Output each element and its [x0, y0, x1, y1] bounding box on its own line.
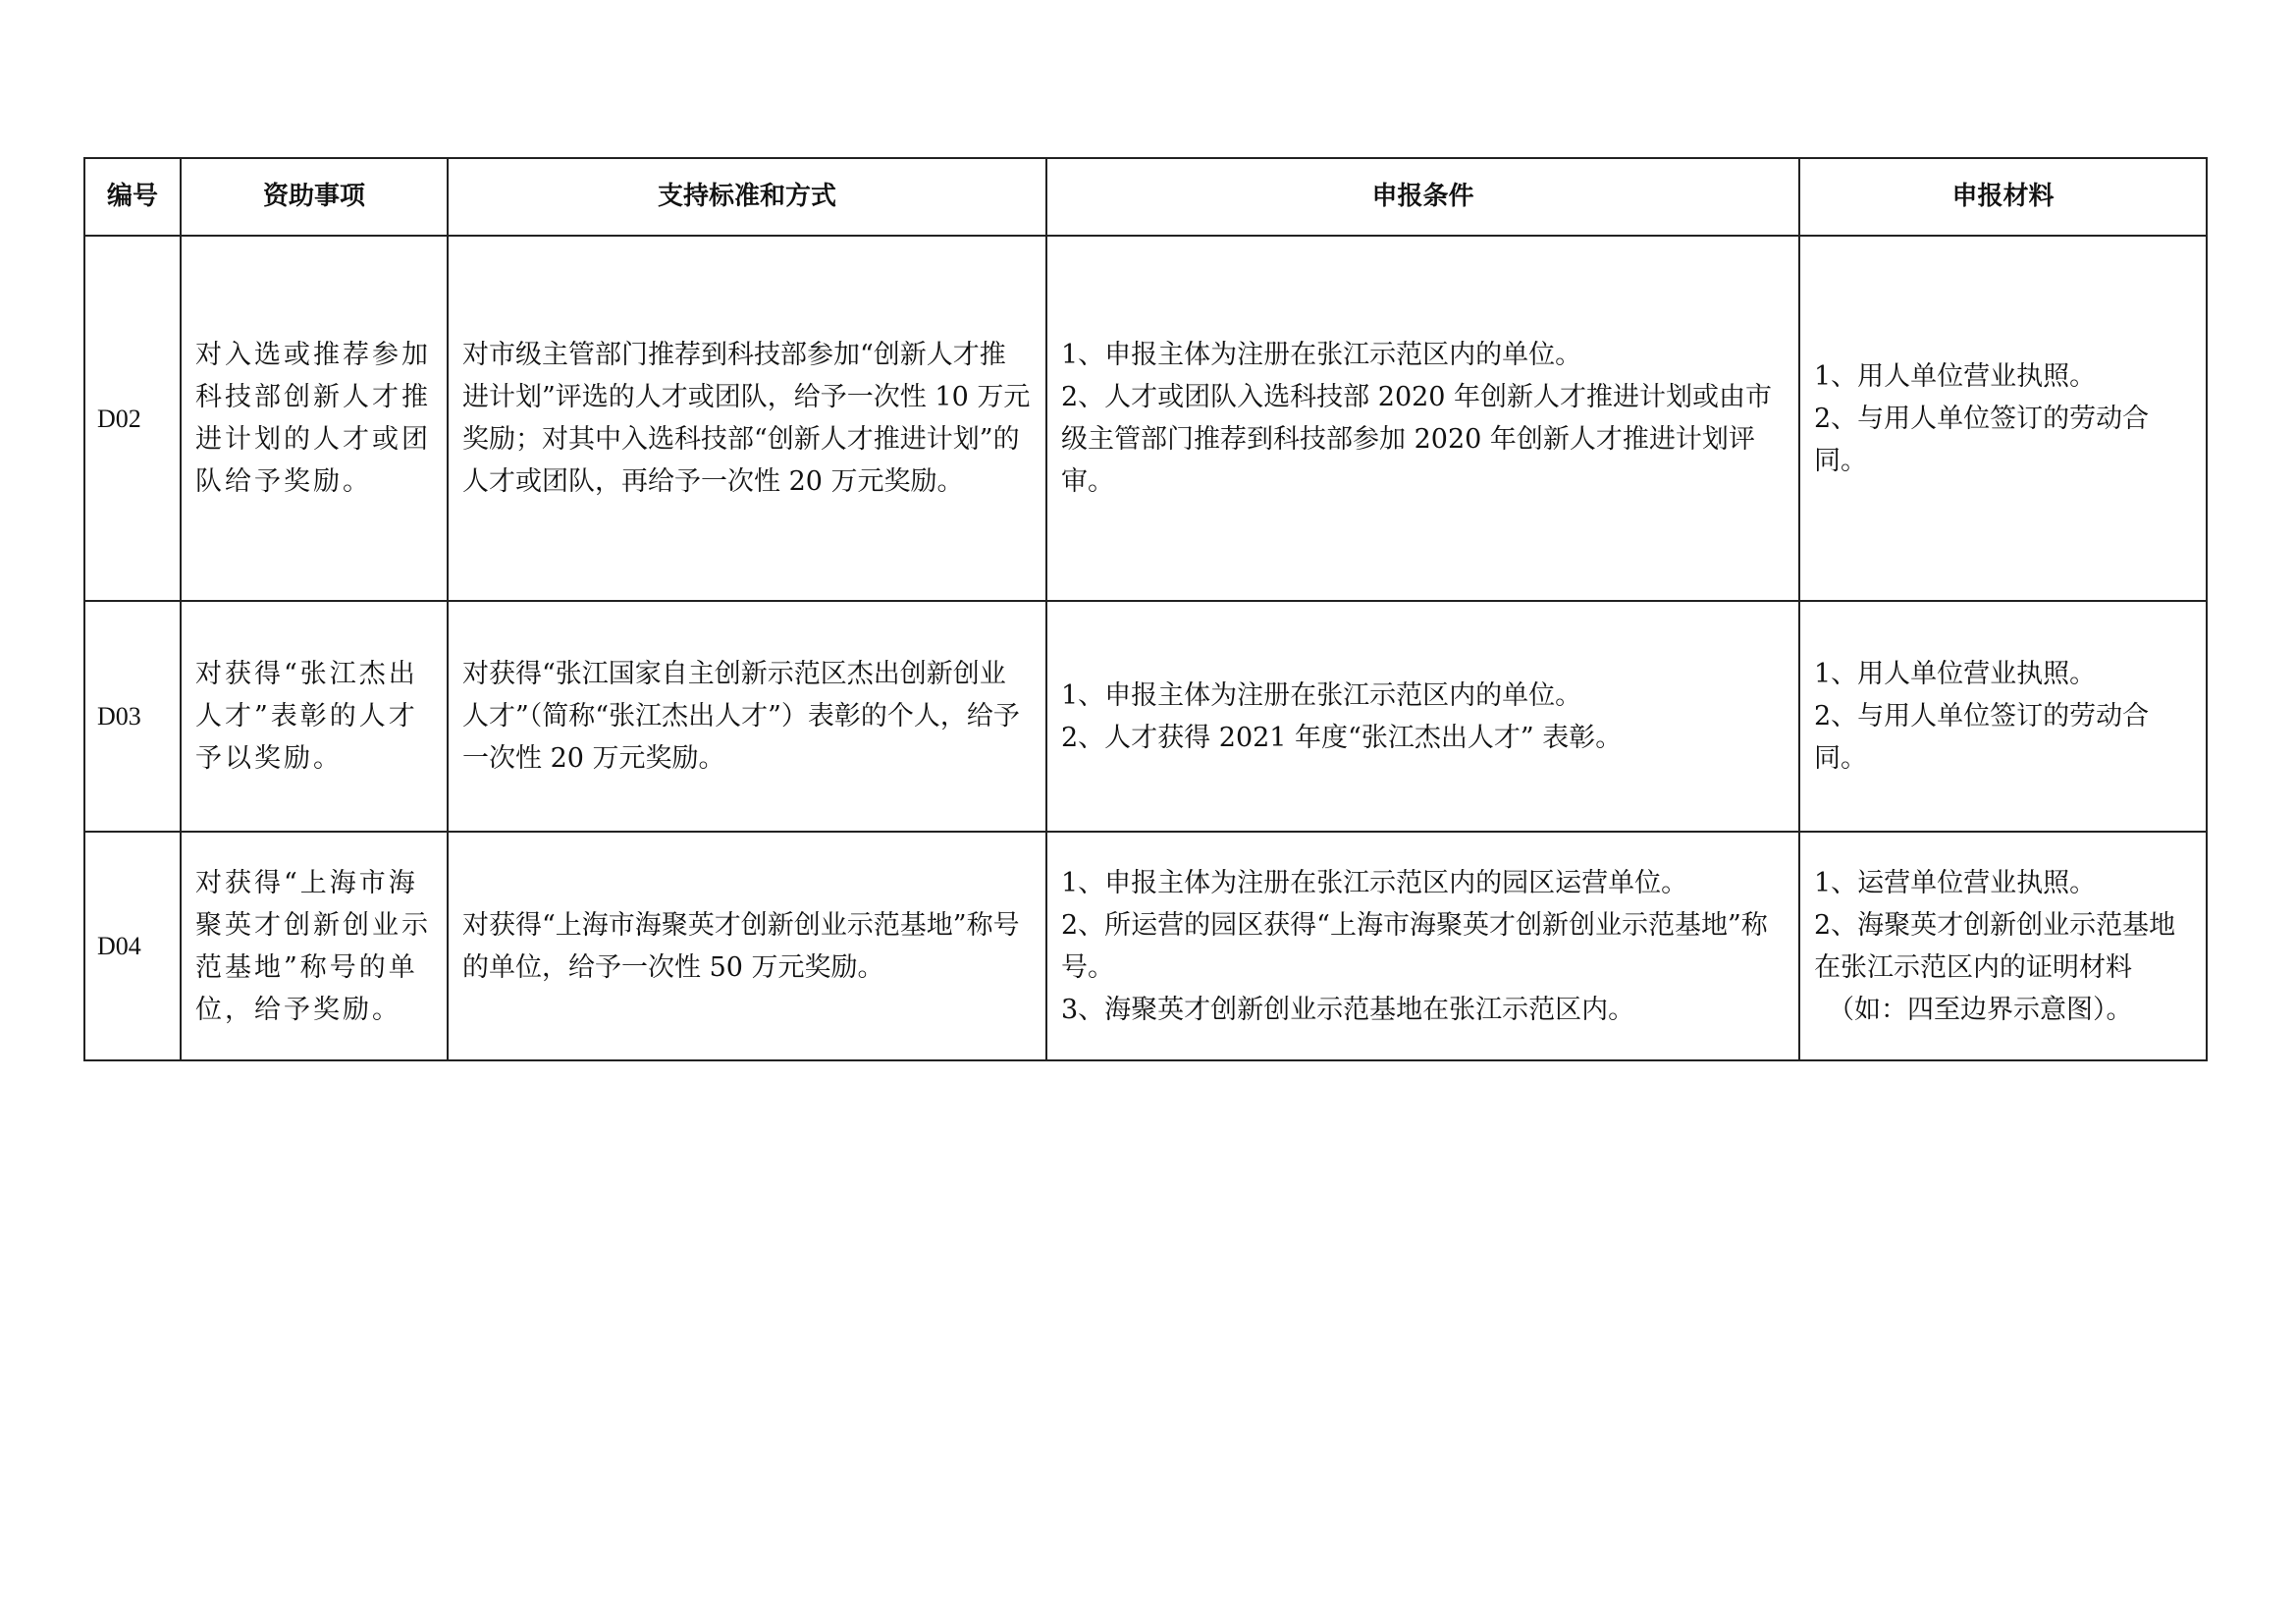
row-conditions [1046, 601, 1799, 832]
row-funding-item: 对入选或推荐参加科技部创新人才推进计划的人才或团队给予奖励。 [181, 236, 448, 601]
row-materials [1799, 832, 2207, 1060]
material-item: 1、运营单位营业执照。 [1814, 867, 2097, 898]
row-code: D02 [84, 236, 181, 601]
condition-item: 2、人才获得 2021 年度“张江杰出人才” 表彰。 [1061, 722, 1623, 753]
table-row [84, 236, 2207, 601]
table-header-row [84, 158, 2207, 236]
material-item: 2、与用人单位签订的劳动合同。 [1814, 701, 2150, 774]
material-item: （如：四至边界示意图）。 [1828, 994, 2133, 1025]
material-item: 2、海聚英才创新创业示范基地在张江示范区内的证明材料 [1814, 909, 2176, 983]
table-row [84, 832, 2207, 1060]
header-code: 编号 [84, 158, 181, 236]
row-support-standard: 对获得“张江国家自主创新示范区杰出创新创业人才”（简称“张江杰出人才”）表彰的个人，给予一次性 20 万元奖励。 [448, 601, 1046, 832]
material-item: 1、用人单位营业执照。 [1814, 659, 2097, 689]
header-support-standard: 支持标准和方式 [448, 158, 1046, 236]
row-funding-item: 对获得“张江杰出人才”表彰的人才予以奖励。 [181, 601, 448, 832]
condition-item: 3、海聚英才创新创业示范基地在张江示范区内。 [1061, 994, 1635, 1025]
header-funding-item: 资助事项 [181, 158, 448, 236]
row-code: D03 [84, 601, 181, 832]
condition-item: 1、申报主体为注册在张江示范区内的园区运营单位。 [1061, 867, 1688, 898]
row-materials [1799, 601, 2207, 832]
row-support-standard: 对市级主管部门推荐到科技部参加“创新人才推进计划”评选的人才或团队，给予一次性 10 万元奖励；对其中入选科技部“创新人才推进计划”的人才或团队，再给予一次性 20 万元奖励。 [448, 236, 1046, 601]
condition-item: 1、申报主体为注册在张江示范区内的单位。 [1061, 679, 1582, 711]
row-support-standard: 对获得“上海市海聚英才创新创业示范基地”称号的单位，给予一次性 50 万元奖励。 [448, 832, 1046, 1060]
row-funding-item: 对获得“上海市海聚英才创新创业示范基地”称号的单位，给予奖励。 [181, 832, 448, 1060]
row-conditions [1046, 832, 1799, 1060]
row-materials [1799, 236, 2207, 601]
condition-item: 1、申报主体为注册在张江示范区内的单位。 [1061, 340, 1582, 370]
row-code: D04 [84, 832, 181, 1060]
table-row [84, 601, 2207, 832]
funding-items-table [83, 157, 2208, 1061]
condition-item: 2、所运营的园区获得“上海市海聚英才创新创业示范基地”称号。 [1061, 909, 1768, 983]
row-conditions [1046, 236, 1799, 601]
material-item: 2、与用人单位签订的劳动合同。 [1814, 403, 2150, 476]
header-application-conditions: 申报条件 [1046, 158, 1799, 236]
condition-item: 2、人才或团队入选科技部 2020 年创新人才推进计划或由市级主管部门推荐到科技部参加 2020 年创新人才推进计划评审。 [1061, 382, 1773, 497]
header-application-materials: 申报材料 [1799, 158, 2207, 236]
material-item: 1、用人单位营业执照。 [1814, 360, 2097, 392]
